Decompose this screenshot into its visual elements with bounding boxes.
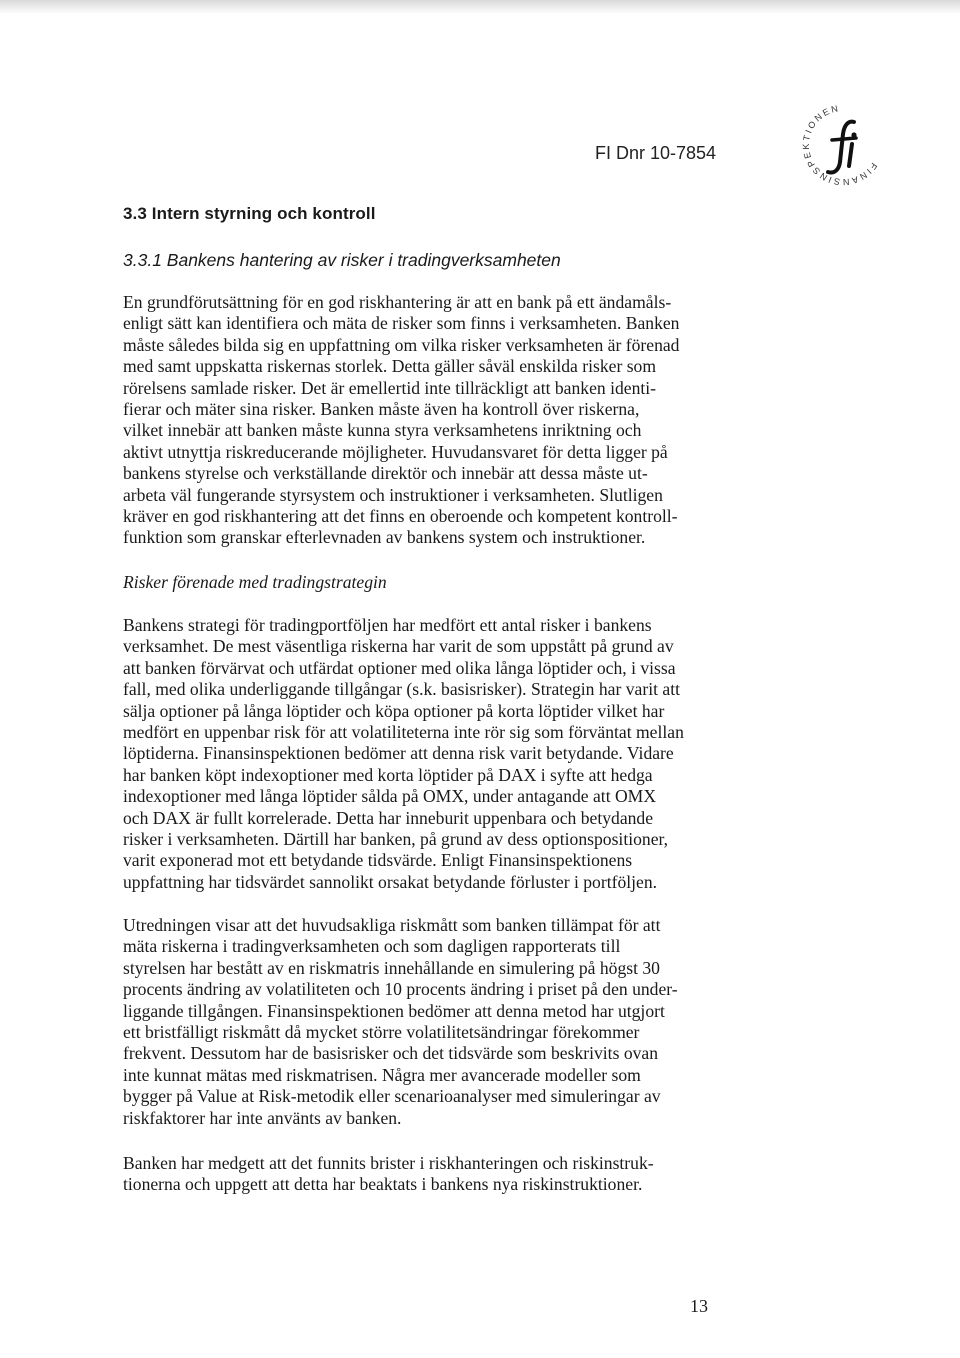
paragraph-trading-risks: Bankens strategi för tradingportföljen har medfört ett antal risker i bankens verksamhet. De mest väsentliga riskerna har varit de som uppstått på grund av att banken förvärvat och utfärdat optioner med olika långa löptider och, i vissa fall, med olika underliggande tillgångar (s.k. basisrisker). Strategin har varit att sälja optioner på långa löptider och köpa optioner på korta löptider vilket har medfört en uppenbar risk för att volatiliteterna inte rör sig som förväntat mellan löptiderna. Finansinspektionen bedömer att denna risk varit betydande. Vidare har banken köpt indexoptioner med korta löptider på DAX i syfte att hedga indexoptioner med långa löptider sålda på OMX, under antagande att OMX och DAX är fullt korrelerade. Detta har inneburit uppenbara och betydande risker i verksamheten. Därtill har banken, på grund av dess optionspositioner, varit exponerad mot ett betydande tidsvärde. Enligt Finansinspektionens uppfattning har tidsvärdet sannolikt orsakat betydande förluster i portföljen. bbox=[123, 615, 684, 892]
svg-text:FINANSINSPEKTIONEN: FINANSINSPEKTIONEN bbox=[800, 102, 880, 188]
italic-heading-trading-strategy: Risker förenade med tradingstrategin bbox=[123, 572, 387, 592]
document-reference: FI Dnr 10-7854 bbox=[595, 143, 717, 163]
scan-edge bbox=[0, 0, 960, 14]
paragraph-risk-management: En grundförutsättning för en god riskhantering är att en bank på ett ändamåls- enligt sätt kan identifiera och mäta de risker som finns i verksamheten. Banken måste således bilda sig en uppfattning om vilka risker verksamheten är förenad med samt uppskatta riskernas storlek. Detta gäller såväl enskilda risker som rörelsens samlade risker. Det är emellertid inte tillräckligt att banken identi- fierar och mäter sina risker. Banken måste även ha kontroll över riskerna, vilket innebär att banken måste kunna styra verksamhetens inriktning och aktivt utnyttja riskreducerande möjligheter. Huvudansvaret för detta ligger på bankens styrelse och verkställande direktör och innebär att dessa måste ut- arbeta väl fungerande styrsystem och instruktioner i verksamheten. Slutligen kräver en god riskhantering att det finns en oberoende och kompetent kontroll- funktion som granskar efterlevnaden av bankens system och instruktioner. bbox=[123, 292, 680, 548]
finansinspektionen-logo bbox=[798, 100, 888, 190]
subsection-heading: 3.3.1 Bankens hantering av risker i tradingverksamheten bbox=[123, 250, 561, 270]
paragraph-bank-admission: Banken har medgett att det funnits brister i riskhanteringen och riskinstruk- tionerna och uppgett att detta har beaktats i bankens nya riskinstruktioner. bbox=[123, 1153, 654, 1195]
page-number: 13 bbox=[690, 1296, 708, 1316]
paragraph-risk-measure: Utredningen visar att det huvudsakliga riskmått som banken tillämpat för att mäta riskerna i tradingverksamheten och som dagligen rapporterats till styrelsen har bestått av en riskmatris innehållande en simulering på högst 30 procents ändring av volatiliteten och 10 procents ändring i priset på den under- liggande tillgången. Finansinspektionen bedömer att denna metod har utgjort ett bristfälligt riskmått då mycket större volatilitetsändringar förekommer frekvent. Dessutom har de basisrisker och det tidsvärde som beskrivits ovan inte kunnat mätas med riskmatrisen. Några mer avancerade modeller som bygger på Value at Risk-metodik eller scenarioanalyser med simuleringar av riskfaktorer har inte använts av banken. bbox=[123, 915, 678, 1128]
section-heading: 3.3 Intern styrning och kontroll bbox=[123, 204, 376, 223]
